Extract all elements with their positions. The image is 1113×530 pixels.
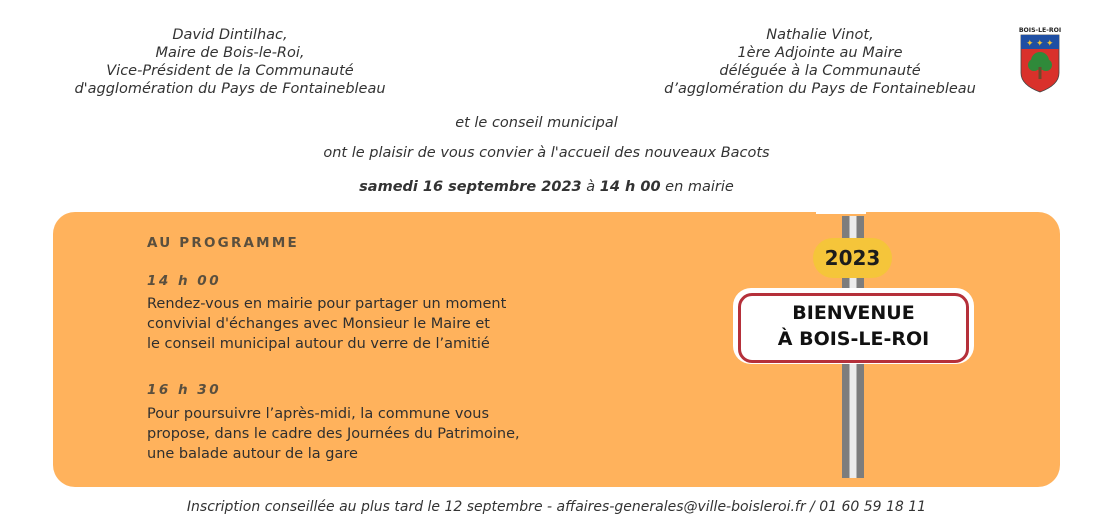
svg-text:✦: ✦ <box>1026 39 1034 49</box>
mayor-name: David Dintilhac, <box>172 27 288 43</box>
program-line: le conseil municipal autour du verre de l’amitié <box>147 336 490 352</box>
program-line: Rendez-vous en mairie pour partager un moment <box>147 296 507 312</box>
program-description-1 <box>147 294 506 354</box>
deputy-role-2: d’agglomération du Pays de Fontainebleau <box>664 81 976 97</box>
program-time-2: 16 h 30 <box>147 382 222 398</box>
svg-text:✦: ✦ <box>1036 39 1044 49</box>
program-line: propose, dans le cadre des Journées du Patrimoine, <box>147 426 520 442</box>
mayor-signature-block <box>30 26 430 98</box>
program-line: une balade autour de la gare <box>147 446 358 462</box>
deputy-role-1: déléguée à la Communauté <box>719 63 921 79</box>
sign-post-cap <box>816 208 866 214</box>
event-date: samedi 16 septembre 2023 <box>359 179 582 195</box>
mayor-title: Maire de Bois-le-Roi, <box>155 45 305 61</box>
mayor-role-2: d'agglomération du Pays de Fontainebleau <box>74 81 386 97</box>
welcome-sign-frame <box>738 293 969 363</box>
event-date-line <box>0 179 1103 195</box>
svg-text:✦: ✦ <box>1046 39 1054 49</box>
mayor-role-1: Vice-Président de la Communauté <box>106 63 354 79</box>
deputy-signature-block <box>620 26 1020 98</box>
coat-of-arms-icon <box>1018 25 1062 95</box>
program-time-1: 14 h 00 <box>147 273 222 289</box>
welcome-sign <box>733 288 974 364</box>
program-line: convivial d'échanges avec Monsieur le Maire et <box>147 316 490 332</box>
deputy-name: Nathalie Vinot, <box>766 27 874 43</box>
year-badge: 2023 <box>813 238 892 278</box>
welcome-sign-line-1: BIENVENUE <box>792 302 915 324</box>
event-place: en mairie <box>660 179 734 195</box>
deputy-title: 1ère Adjointe au Maire <box>737 45 903 61</box>
program-title: AU PROGRAMME <box>147 235 299 251</box>
program-description-2 <box>147 404 520 464</box>
event-time: 14 h 00 <box>599 179 661 195</box>
invitation-line: ont le plaisir de vous convier à l'accueil des nouveaux Bacots <box>323 145 770 161</box>
logo-text: BOIS-LE-ROI <box>1018 27 1062 34</box>
council-line: et le conseil municipal <box>455 115 618 131</box>
program-line: Pour poursuivre l’après-midi, la commune vous <box>147 406 490 422</box>
welcome-sign-line-2: À BOIS-LE-ROI <box>777 328 930 350</box>
registration-footer: Inscription conseillée au plus tard le 12 septembre - affaires-generales@ville-boisleroi.fr / 01 60 59 18 11 <box>186 499 927 515</box>
event-date-connector: à <box>581 179 600 195</box>
